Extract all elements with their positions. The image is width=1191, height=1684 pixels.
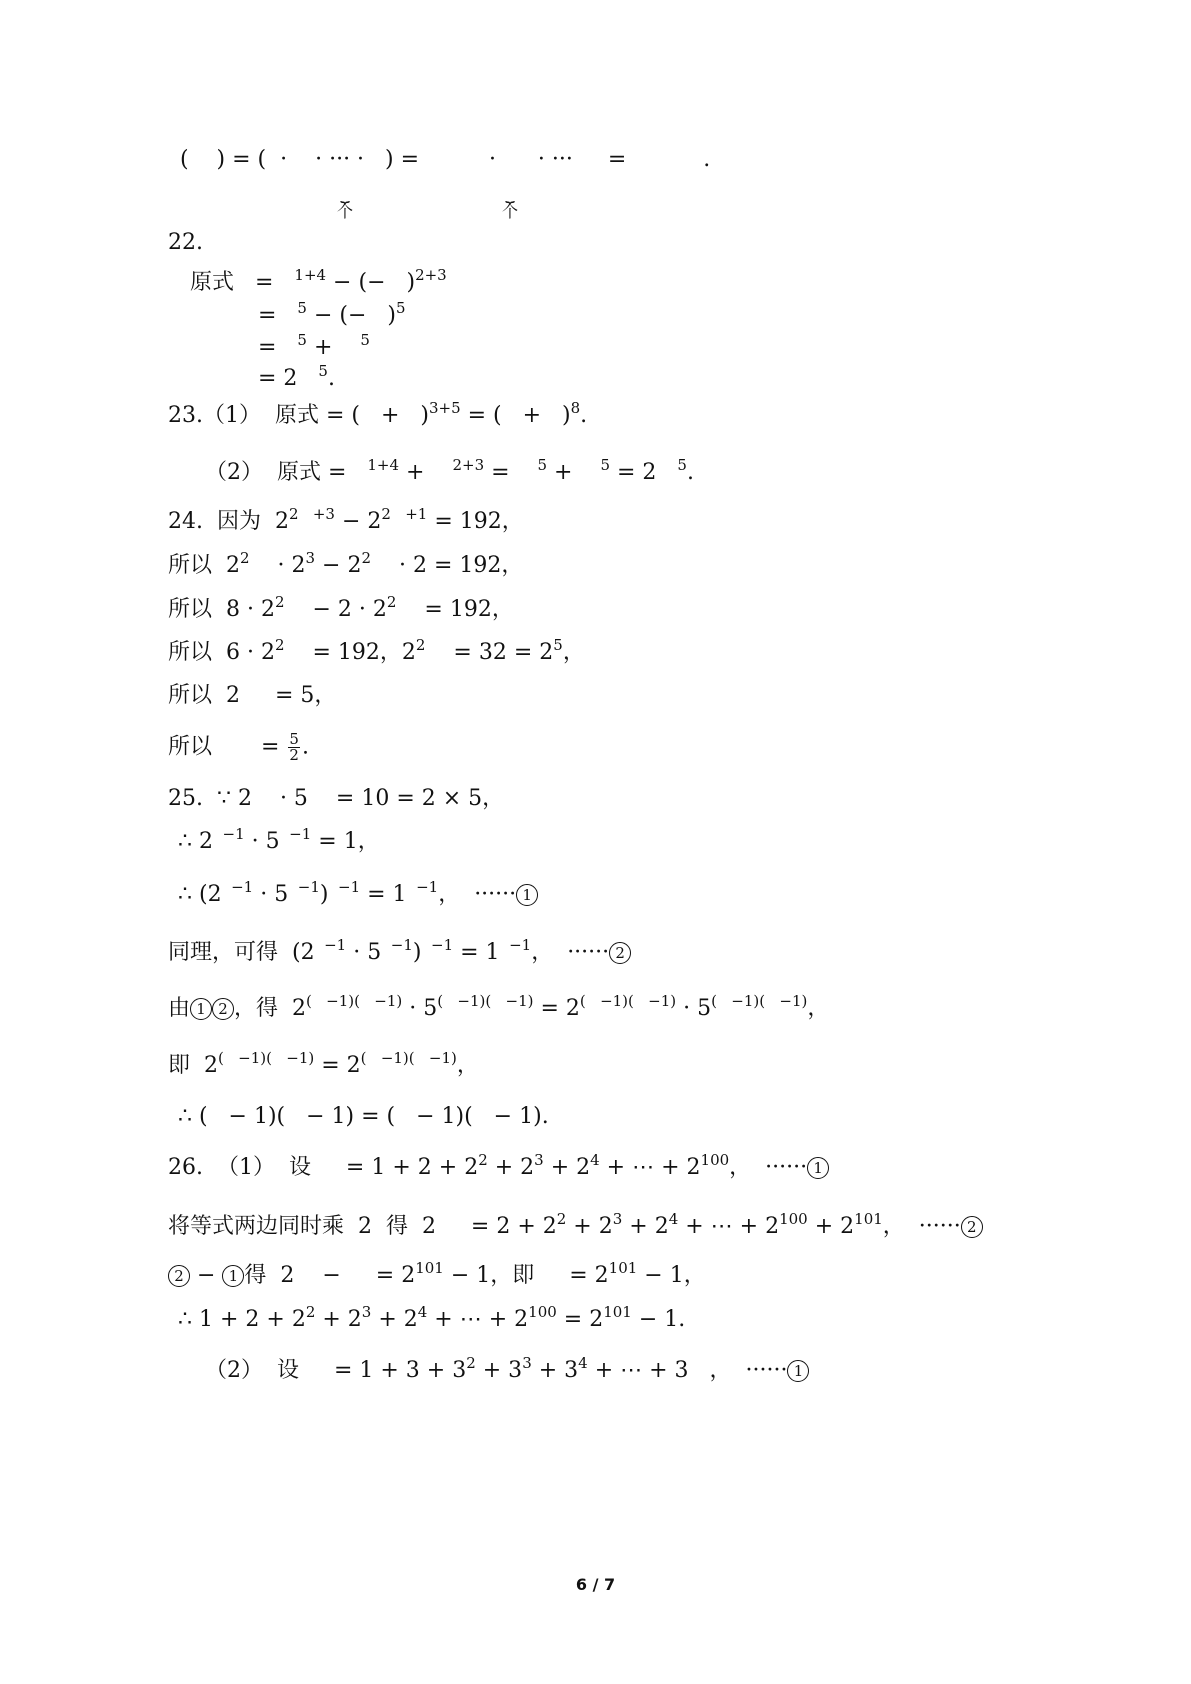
- q24-line-3: 所以 $8 \cdot 2^2$ − $2 \cdot 2^2$ = 192，: [168, 593, 514, 622]
- circled-number: 2: [212, 998, 234, 1020]
- q22-line-1: 原式 = $^{1+4}$ − (− )$^{2+3}$: [190, 266, 447, 295]
- q22-line-2: = $^5$ − (− )$^5$: [258, 299, 406, 328]
- q24-line-4: 所以 $6 \cdot 2^2$ = 192，$2^2$ = $32 = 2^5$，: [168, 636, 585, 665]
- q25-line-7: ∴ ( − 1)( − 1) = ( − 1)( − 1).: [178, 1104, 549, 1129]
- q24-line-1: 24. 因为 $2^{2 +3} - 2^{2 +1} = 192$，: [168, 505, 524, 534]
- q25-line-2: ∴ 2 $^{-1}$ · 5 $^{-1}$ = 1，: [178, 825, 380, 854]
- fraction: $\frac{5}{2}$: [289, 730, 299, 764]
- q26-line-1: 26. （1） 设 = $1 + 2 + 2^2 + 2^3 + 2^4$ + ⋯ + $2^{100}$， ······ 1: [168, 1157, 829, 1179]
- q26-line-2: 将等式两边同时乘 2 得 2 = $2 + 2^2 + 2^3 + 2^4$ + ⋯ + $2^{100} + 2^{101}$， ······ 2: [168, 1216, 983, 1238]
- q22-line-3: = $^5$ + $^5$: [258, 331, 370, 360]
- q23-part-1: 23.（1） 原式 = ( + )$^{3+5}$ = ( + )$^8$.: [168, 399, 588, 428]
- circled-number: 2: [609, 942, 631, 964]
- circled-number: 2: [961, 1216, 983, 1238]
- q25-line-3: ∴ (2 $^{-1}$ · 5 $^{-1}$) $^{-1}$ = 1 $^{-1}$， ······ 1: [178, 884, 538, 906]
- q22-number: 22.: [168, 230, 203, 255]
- q22-line-4: = 2 $^5$.: [258, 362, 335, 391]
- q25-line-4: 同理，可得 (2 $^{-1}$ · 5 $^{-1}$) $^{-1}$ = 1 $^{-1}$， ······ 2: [168, 942, 631, 964]
- circled-number: 2: [168, 1265, 190, 1287]
- q25-line-5: 由 1 2 ，得 $2^{( -1)( -1)} \cdot 5^{( -1)( -1)} = 2^{( -1)( -1)} \cdot 5^{( -1)( -1)}$，: [168, 992, 830, 1021]
- circled-number: 1: [787, 1360, 809, 1382]
- page-number: 6 / 7: [575, 1575, 616, 1594]
- circled-number: 1: [516, 884, 538, 906]
- q26-line-4: ∴ $1 + 2 + 2^2 + 2^3 + 2^4$ + ⋯ + $2^{100} = 2^{101} - 1$.: [178, 1303, 686, 1332]
- q26-line-3: 2 − 1 得 2 − = $2^{101} - 1$，即 = $2^{101} - 1$，: [168, 1265, 706, 1287]
- q26-line-5: （2） 设 = $1 + 3 + 3^2 + 3^3 + 3^4$ + ⋯ + 3 ， ······ 1: [205, 1360, 809, 1382]
- q24-line-5: 所以 2 = 5，: [168, 683, 337, 708]
- q24-line-6: 所以 = $\frac{5}{2}$ .: [168, 730, 309, 764]
- q25-line-6: 即 $2^{( -1)( -1)} = 2^{( -1)( -1)}$，: [168, 1049, 479, 1078]
- circled-number: 1: [222, 1265, 244, 1287]
- circled-number: 1: [807, 1157, 829, 1179]
- underbrace-left: ⏟ 个: [336, 184, 353, 221]
- q25-line-1: 25. ∵ 2 · 5 = 10 = 2 × 5，: [168, 786, 505, 811]
- q23-part-2: （2） 原式 = $^{1+4}$ + $^{2+3}$ = $^5$ + $^5$ = 2 $^5$.: [205, 456, 694, 485]
- circled-number: 1: [190, 998, 212, 1020]
- underbrace-right: ⏟ 个: [501, 184, 518, 221]
- top-equation: ( ) = ( · · ··· · ) = · · ··· = .: [180, 147, 711, 172]
- q24-line-2: 所以 $2^2$ · $2^3 - 2^2$ · 2 = 192，: [168, 549, 524, 578]
